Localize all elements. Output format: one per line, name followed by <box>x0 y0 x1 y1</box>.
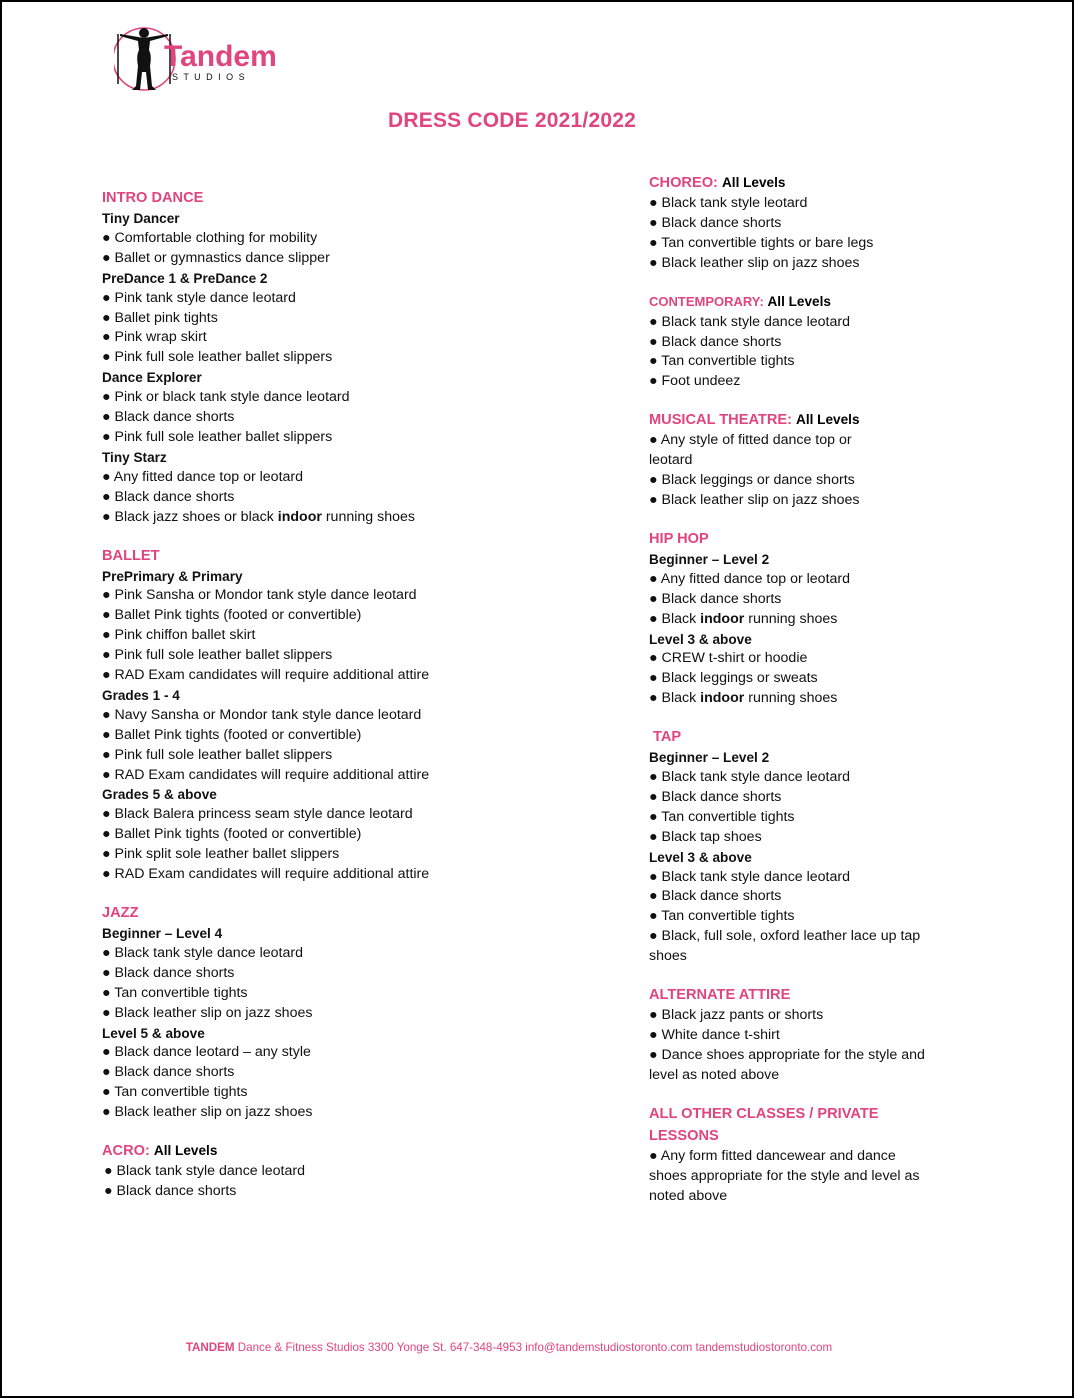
list-item <box>649 610 949 630</box>
subheading: Beginner – Level 4 <box>102 926 223 941</box>
list-item <box>102 508 602 528</box>
list-item: ● Pink or black tank style dance leotard <box>102 389 350 406</box>
list-item: ● Tan convertible tights <box>649 808 795 825</box>
section-ballet <box>102 545 602 886</box>
item-text: ● Black jazz shoes or black <box>102 508 278 525</box>
list-item: ● Black dance shorts <box>102 964 235 981</box>
item-text: running shoes <box>744 610 838 627</box>
section-title: ALL OTHER CLASSES / PRIVATE LESSONS <box>649 1105 879 1144</box>
list-item: ● Black leather slip on jazz shoes <box>102 1104 313 1121</box>
page-footer <box>2 1341 1016 1354</box>
level-label: All Levels <box>721 175 786 190</box>
section-title: ALTERNATE ATTIRE <box>649 987 791 1004</box>
subheading: Level 3 & above <box>649 849 752 865</box>
list-item: ● Any style of fitted dance top or <box>649 432 852 449</box>
list-item: ● Dance shoes appropriate for the style and <box>649 1046 925 1063</box>
list-item: leotard <box>649 452 693 469</box>
list-item: ● Any fitted dance top or leotard <box>102 468 304 485</box>
list-item: ● Black dance shorts <box>649 214 782 231</box>
left-column <box>102 187 602 1219</box>
list-item: ● Black tank style dance leotard <box>649 313 850 330</box>
list-item: ● Ballet Pink tights (footed or convertible) <box>102 726 362 743</box>
list-item: ● Pink chiffon ballet skirt <box>102 627 256 644</box>
list-item: ● Pink full sole leather ballet slippers <box>102 746 333 763</box>
item-text: ● Black <box>649 610 701 627</box>
list-item: ● Black tank style dance leotard <box>104 1163 305 1180</box>
list-item: ● Tan convertible tights <box>649 908 795 925</box>
list-item: ● Ballet Pink tights (footed or convertible) <box>102 826 362 843</box>
subheading: Grades 1 - 4 <box>102 687 180 703</box>
list-item: ● Black leather slip on jazz shoes <box>649 491 860 508</box>
section-other-classes <box>649 1103 949 1207</box>
subheading: Beginner – Level 2 <box>649 551 770 567</box>
list-item: ● RAD Exam candidates will require additional attire <box>102 667 430 684</box>
list-item: ● Comfortable clothing for mobility <box>102 229 318 246</box>
section-jazz <box>102 902 602 1123</box>
list-item: ● Tan convertible tights or bare legs <box>649 234 874 251</box>
list-item: ● Any fitted dance top or leotard <box>649 570 851 587</box>
subheading: Beginner – Level 2 <box>649 750 770 766</box>
section-title <box>649 409 949 431</box>
list-item: ● Tan convertible tights <box>649 353 795 370</box>
list-item: ● Black dance shorts <box>102 1064 235 1081</box>
list-item: ● Black dance shorts <box>649 590 782 607</box>
subheading: Grades 5 & above <box>102 787 217 803</box>
level-label: All Levels <box>767 293 831 309</box>
list-item: ● Black dance shorts <box>649 888 782 905</box>
list-item: ● RAD Exam candidates will require additional attire <box>102 866 430 883</box>
list-item: ● Foot undeez <box>649 373 741 390</box>
section-contemporary <box>649 291 949 393</box>
level-label: All Levels <box>796 412 860 428</box>
list-item: ● Black dance leotard – any style <box>102 1044 311 1061</box>
list-item: ● Black jazz pants or shorts <box>649 1007 824 1024</box>
list-item: noted above <box>649 1187 728 1204</box>
list-item: ● Black leather slip on jazz shoes <box>102 1004 313 1021</box>
list-item: ● White dance t-shirt <box>649 1027 780 1043</box>
list-item: ● Black tank style dance leotard <box>102 944 303 961</box>
list-item: ● Ballet Pink tights (footed or convertible) <box>102 607 362 624</box>
list-item: ● Pink full sole leather ballet slippers <box>102 428 333 445</box>
section-title: HIP HOP <box>649 530 709 547</box>
item-bold: indoor <box>277 508 322 525</box>
section-title: TAP <box>653 729 682 746</box>
list-item: ● Any form fitted dancewear and dance <box>649 1147 896 1164</box>
section-title <box>102 1140 602 1162</box>
list-item: ● Black dance shorts <box>649 788 782 805</box>
list-item: ● Black dance shorts <box>102 409 235 426</box>
list-item: ● Pink full sole leather ballet slippers <box>102 647 333 664</box>
list-item: ● Pink split sole leather ballet slippers <box>102 846 340 863</box>
list-item: ● Black tank style dance leotard <box>649 868 850 885</box>
item-text: ● Black <box>649 690 701 707</box>
list-item: ● Black leather slip on jazz shoes <box>649 254 860 271</box>
section-title <box>649 291 949 313</box>
item-text: running shoes <box>321 508 415 525</box>
list-item: ● RAD Exam candidates will require additional attire <box>102 766 430 783</box>
list-item: ● Black tank style dance leotard <box>649 769 850 786</box>
list-item: shoes <box>649 948 687 965</box>
section-title <box>649 172 949 194</box>
list-item: ● Pink full sole leather ballet slippers <box>102 349 333 366</box>
section-intro-dance <box>102 187 602 528</box>
subheading: Dance Explorer <box>102 370 202 386</box>
list-item: ● Black tap shoes <box>649 828 762 845</box>
subheading: Tiny Starz <box>102 449 167 465</box>
section-title-text: CHOREO: <box>649 175 718 191</box>
list-item: ● Pink wrap skirt <box>102 329 207 346</box>
footer-brand: TANDEM <box>185 1341 235 1354</box>
list-item: ● Pink Sansha or Mondor tank style dance leotard <box>102 587 417 604</box>
list-item: ● Tan convertible tights <box>102 1084 248 1101</box>
list-item: ● Black tank style leotard <box>649 195 808 211</box>
section-tap <box>649 726 949 967</box>
logo-wordmark: Tandem <box>164 40 277 73</box>
list-item: ● Black leggings or sweats <box>649 670 818 687</box>
footer-text: Dance & Fitness Studios 3300 Yonge St. 647-348-4953 info@tandemstudiostoronto.com tandemstudiostoronto.com <box>234 1341 833 1354</box>
list-item: level as noted above <box>649 1066 780 1083</box>
logo-studios: S T U D I O S <box>172 72 247 82</box>
item-text: running shoes <box>744 690 838 707</box>
list-item: ● Black dance shorts <box>102 488 235 505</box>
section-hip-hop <box>649 528 949 709</box>
section-title-text: CONTEMPORARY: <box>649 293 764 309</box>
list-item: ● Black dance shorts <box>649 333 782 350</box>
list-item: ● CREW t-shirt or hoodie <box>649 650 808 667</box>
list-item: ● Navy Sansha or Mondor tank style dance leotard <box>102 706 422 723</box>
list-item: shoes appropriate for the style and level as <box>649 1167 920 1184</box>
subheading: Level 3 & above <box>649 631 752 647</box>
subheading: PrePrimary & Primary <box>102 568 243 584</box>
list-item: ● Tan convertible tights <box>102 984 248 1001</box>
level-label: All Levels <box>153 1143 218 1159</box>
list-item: ● Ballet or gymnastics dance slipper <box>102 249 330 266</box>
item-bold: indoor <box>700 690 745 707</box>
subheading: Tiny Dancer <box>102 211 180 226</box>
section-title: INTRO DANCE <box>102 190 204 206</box>
subheading: Level 5 & above <box>102 1025 205 1041</box>
list-item: ● Black Balera princess seam style dance leotard <box>102 806 413 823</box>
tandem-logo <box>114 22 334 96</box>
page-title: DRESS CODE 2021/2022 <box>388 109 636 132</box>
item-bold: indoor <box>700 610 745 627</box>
section-musical-theatre <box>649 409 949 511</box>
list-item: ● Black dance shorts <box>104 1182 237 1199</box>
section-title-text: ACRO: <box>102 1143 150 1160</box>
section-alternate-attire <box>649 984 949 1086</box>
list-item: ● Ballet pink tights <box>102 309 218 326</box>
section-acro <box>102 1140 602 1202</box>
section-title-text: MUSICAL THEATRE: <box>649 412 792 429</box>
list-item: ● Black, full sole, oxford leather lace up tap <box>649 928 921 945</box>
section-title: BALLET <box>102 547 160 564</box>
subheading: PreDance 1 & PreDance 2 <box>102 270 268 286</box>
list-item <box>649 689 949 709</box>
list-item: ● Pink tank style dance leotard <box>102 289 296 306</box>
section-title: JAZZ <box>102 905 139 921</box>
right-column <box>649 172 949 1223</box>
section-choreo <box>649 172 949 274</box>
list-item: ● Black leggings or dance shorts <box>649 472 855 489</box>
